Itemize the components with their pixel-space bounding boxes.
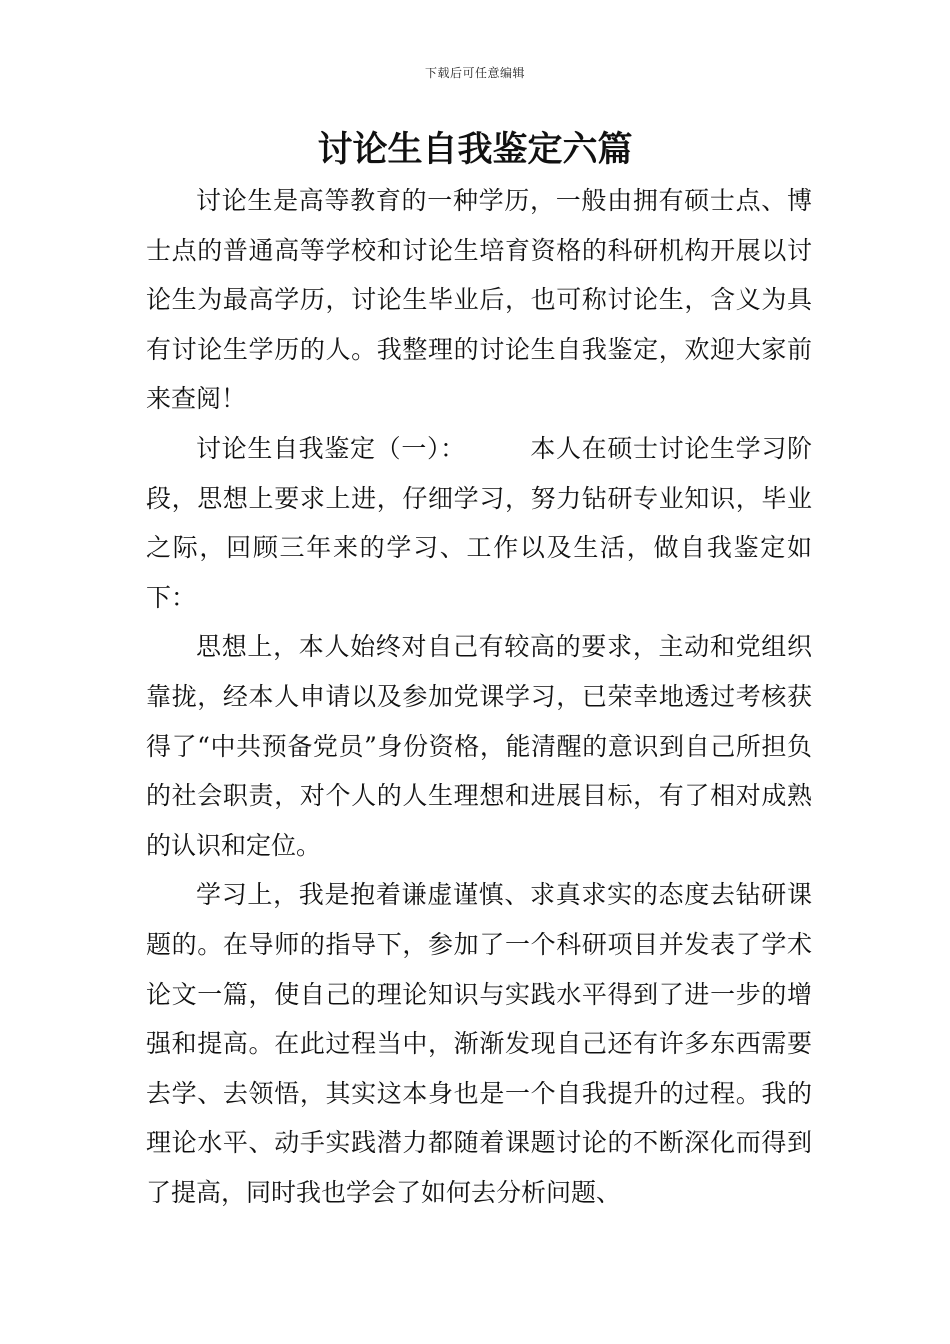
paragraph-study: 学习上，我是抱着谦虚谨慎、求真求实的态度去钻研课题的。在导师的指导下，参加了一个科研项目并发表了学术论文一篇，使自己的理论知识与实践水平得到了进一步的增强和提高。在此过程当中，渐渐发现自己还有许多东西需要去学、去领悟，其实这本身也是一个自我提升的过程。我的理论水平、动手实践潜力都随着课题讨论的不断深化而得到了提高，同时我也学会了如何去分析问题、 <box>146 880 812 1207</box>
document-title: 讨论生自我鉴定六篇 <box>317 129 633 170</box>
paragraph-section-one: 讨论生自我鉴定（一）： 本人在硕士讨论生学习阶段，思想上要求上进，仔细学习，努力钻研专业知识，毕业之际，回顾三年来的学习、工作以及生活，做自我鉴定如下： <box>146 433 812 612</box>
header-note: 下载后可任意编辑 <box>424 66 525 80</box>
paragraph-ideology: 思想上，本人始终对自己有较高的要求，主动和党组织靠拢，经本人申请以及参加党课学习，已荣幸地透过考核获得了“中共预备党员”身份资格，能清醒的意识到自己所担负的社会职责，对个人的人生理想和进展目标，有了相对成熟的认识和定位。 <box>146 632 812 860</box>
document-body <box>146 176 812 1217</box>
paragraph-intro: 讨论生是高等教育的一种学历，一般由拥有硕士点、博士点的普通高等学校和讨论生培育资格的科研机构开展以讨论生为最高学历，讨论生毕业后，也可称讨论生，含义为具有讨论生学历的人。我整理的讨论生自我鉴定，欢迎大家前来查阅！ <box>146 186 812 414</box>
